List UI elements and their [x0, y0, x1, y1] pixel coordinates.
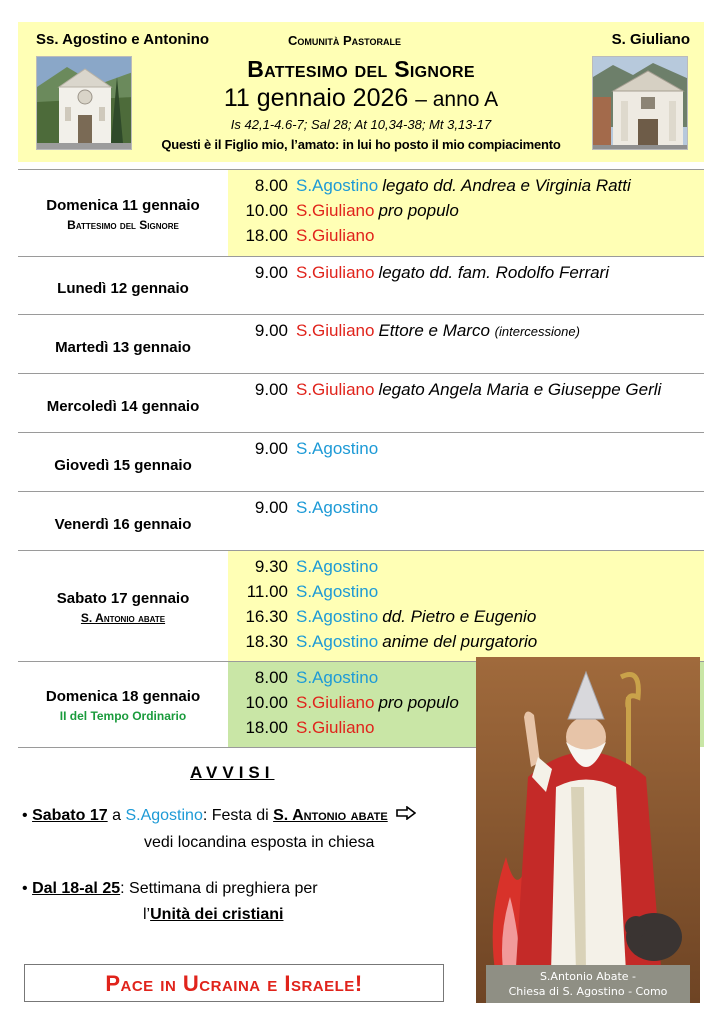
avviso-1-church: S.Agostino	[125, 807, 203, 824]
mass-intention-text: legato Angela Maria e Giuseppe Gerli	[378, 380, 662, 399]
mass-time: 18.00	[245, 718, 288, 737]
day-label: Giovedì 15 gennaio	[54, 457, 192, 474]
mass-intention-text: legato dd. fam. Rodolfo Ferrari	[378, 263, 609, 282]
mass-list	[228, 551, 704, 661]
mass-intention	[378, 321, 580, 340]
mass-item	[228, 582, 378, 602]
mass-time: 11.00	[246, 582, 288, 601]
schedule-row	[18, 169, 704, 256]
bullet-icon: •	[22, 880, 28, 897]
mass-time: 9.00	[254, 263, 288, 282]
day-feast: S. Antonio abate	[80, 611, 166, 625]
avviso-item-2	[22, 880, 318, 898]
mass-intention	[378, 693, 458, 712]
mass-church: S.Giuliano	[296, 718, 375, 737]
mass-church: S.Giuliano	[296, 201, 375, 220]
readings: Is 42,1-4.6-7; Sal 28; At 10,34-38; Mt 3,13-17	[230, 117, 492, 132]
date-text: 11 gennaio 2026	[223, 84, 409, 112]
mass-intention	[378, 380, 661, 399]
mass-item	[228, 668, 378, 688]
mass-list	[228, 374, 704, 432]
feast-date	[18, 84, 704, 113]
peace-banner: Pace in Ucraina e Israele!	[24, 964, 444, 1002]
schedule-day	[18, 688, 228, 723]
mass-item	[228, 607, 536, 627]
schedule-row	[18, 314, 704, 373]
mass-item	[228, 226, 374, 246]
mass-list	[228, 257, 704, 314]
day-label: Mercoledì 14 gennaio	[46, 398, 200, 415]
mass-time: 8.00	[254, 176, 288, 195]
mass-time: 9.30	[254, 557, 288, 576]
mass-item	[228, 321, 580, 341]
mass-church: S.Agostino	[296, 668, 379, 687]
day-feast: Battesimo del Signore	[67, 218, 179, 232]
mass-intention-text: pro populo	[378, 693, 459, 712]
schedule-day	[18, 280, 228, 297]
mass-item	[228, 718, 374, 738]
bullet-icon: •	[22, 807, 28, 824]
mass-church: S.Agostino	[296, 439, 379, 458]
mass-item	[228, 557, 378, 577]
mass-item	[228, 632, 537, 652]
avviso-1-connector: a	[107, 807, 126, 824]
mass-time: 9.00	[254, 439, 288, 458]
statue-caption-line1: S.Antonio Abate -	[539, 970, 637, 983]
mass-intention-text: anime del purgatorio	[382, 632, 538, 651]
mass-intention-small: (intercessione)	[494, 324, 580, 339]
left-parish-name: Ss. Agostino e Antonino	[36, 31, 210, 48]
day-label: Sabato 17 gennaio	[56, 590, 190, 607]
mass-time: 18.30	[245, 632, 288, 651]
arrow-right-icon	[396, 806, 416, 825]
feast-title: Battesimo del Signore	[247, 56, 475, 82]
mass-list	[228, 315, 704, 373]
avviso-2-date: Dal 18-al 25	[32, 880, 121, 897]
mass-item	[228, 498, 378, 518]
mass-church: S.Giuliano	[296, 380, 375, 399]
mass-church: S.Agostino	[296, 632, 379, 651]
mass-time: 8.00	[254, 668, 288, 687]
schedule-day	[18, 398, 228, 415]
mass-intention-text: pro populo	[378, 201, 459, 220]
mass-item	[228, 693, 459, 713]
day-label: Venerdì 16 gennaio	[54, 516, 192, 533]
day-label: Domenica 11 gennaio	[46, 197, 200, 214]
schedule-row	[18, 550, 704, 661]
mass-list	[228, 492, 704, 550]
avviso-2-prefix: l’	[143, 906, 151, 923]
mass-intention-text: legato dd. Andrea e Virginia Ratti	[382, 176, 631, 195]
right-parish-name: S. Giuliano	[611, 31, 690, 48]
mass-item	[228, 201, 459, 221]
schedule-day	[18, 457, 228, 474]
day-label: Domenica 18 gennaio	[45, 688, 201, 705]
schedule-day	[18, 590, 228, 625]
mass-list	[228, 170, 704, 256]
avviso-2-bold: Unità dei cristiani	[150, 906, 284, 923]
avvisi-title: AVVISI	[190, 763, 275, 782]
mass-intention	[382, 632, 537, 651]
community-label: Comunità Pastorale	[288, 33, 402, 48]
mass-item	[228, 439, 378, 459]
mass-intention	[378, 201, 458, 220]
schedule-bottom-border	[18, 747, 476, 748]
mass-item	[228, 176, 631, 196]
schedule-day	[18, 339, 228, 356]
liturgical-year: – anno A	[415, 88, 499, 111]
schedule-day	[18, 516, 228, 533]
mass-intention	[382, 176, 631, 195]
schedule-row	[18, 256, 704, 314]
mass-church: S.Agostino	[296, 582, 379, 601]
mass-time: 9.00	[254, 498, 288, 517]
day-feast: II del Tempo Ordinario	[59, 709, 187, 723]
mass-time: 10.00	[245, 201, 288, 220]
schedule-row	[18, 491, 704, 550]
mass-church: S.Agostino	[296, 557, 379, 576]
schedule-row	[18, 373, 704, 432]
avviso-1-text: : Festa di	[202, 807, 274, 824]
mass-church: S.Agostino	[296, 498, 379, 517]
avviso-2-text: : Settimana di preghiera per	[120, 880, 318, 897]
day-label: Martedì 13 gennaio	[55, 339, 191, 356]
mass-item	[228, 263, 609, 283]
mass-intention-text: dd. Pietro e Eugenio	[382, 607, 537, 626]
mass-item	[228, 380, 661, 400]
avviso-2-line2	[143, 906, 283, 924]
avviso-item-1	[22, 806, 416, 825]
mass-time: 10.00	[245, 693, 288, 712]
mass-church: S.Agostino	[296, 176, 379, 195]
avviso-1-line2: vedi locandina esposta in chiesa	[144, 834, 375, 851]
avviso-1-feast: S. Antonio abate	[273, 807, 388, 824]
saint-antonio-statue-image	[476, 657, 700, 1003]
mass-church: S.Giuliano	[296, 321, 375, 340]
mass-intention-text: Ettore e Marco	[378, 321, 490, 340]
mass-time: 9.00	[254, 321, 288, 340]
mass-intention	[378, 263, 609, 282]
mass-church: S.Agostino	[296, 607, 379, 626]
day-label: Lunedì 12 gennaio	[57, 280, 189, 297]
mass-time: 16.30	[245, 607, 288, 626]
motto: Questi è il Figlio mio, l’amato: in lui ho posto il mio compiacimento	[161, 137, 561, 152]
mass-church: S.Giuliano	[296, 263, 375, 282]
schedule-day	[18, 197, 228, 232]
header	[18, 22, 704, 162]
mass-time: 9.00	[254, 380, 288, 399]
statue-caption-line2: Chiesa di S. Agostino - Como	[508, 985, 668, 998]
mass-time: 18.00	[245, 226, 288, 245]
mass-intention	[382, 607, 536, 626]
mass-church: S.Giuliano	[296, 226, 375, 245]
mass-church: S.Giuliano	[296, 693, 375, 712]
avviso-1-date: Sabato 17	[32, 807, 108, 824]
mass-list	[228, 433, 704, 491]
schedule-row	[18, 432, 704, 491]
